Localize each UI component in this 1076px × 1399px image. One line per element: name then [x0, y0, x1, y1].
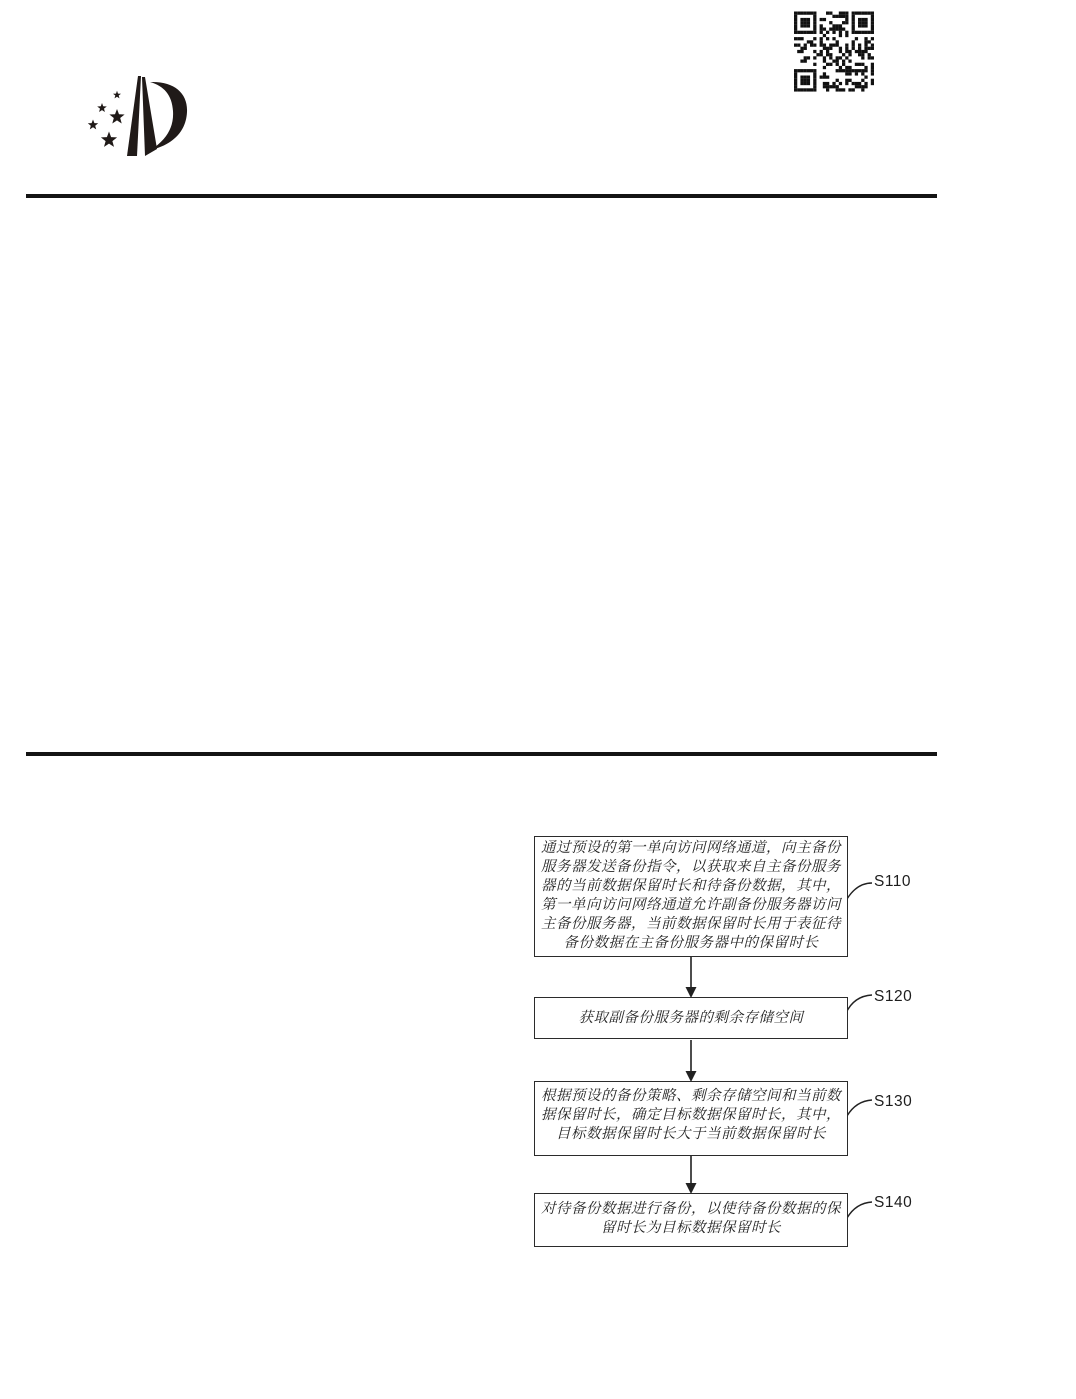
step-text-line: 对待备份数据进行备份，以使待备份数据的保	[541, 1201, 841, 1217]
step-text-line: 服务器发送备份指令，以获取来自主备份服务	[541, 859, 841, 875]
step-text-line: 备份数据在主备份服务器中的保留时长	[563, 935, 819, 951]
step-text-line: 留时长为目标数据保留时长	[601, 1220, 781, 1236]
step-label-s110: S110	[874, 873, 912, 890]
flow-step-s130	[534, 1081, 848, 1156]
flow-step-s110	[534, 836, 848, 957]
flow-step-s120	[534, 997, 848, 1039]
step-label-s120: S120	[874, 988, 913, 1005]
leader-s140	[847, 1202, 872, 1218]
step-label-s140: S140	[874, 1194, 913, 1211]
step-text-line: 根据预设的备份策略、剩余存储空间和当前数	[541, 1088, 841, 1104]
step-text-line: 第一单向访问网络通道允许副备份服务器访问	[541, 897, 841, 913]
leader-s120	[846, 995, 872, 1013]
cnipa-logo	[76, 66, 194, 164]
step-text-line: 目标数据保留时长大于当前数据保留时长	[556, 1126, 826, 1142]
divider-bottom	[26, 752, 937, 756]
step-text-line: 器的当前数据保留时长和待备份数据，其中，	[541, 878, 841, 894]
flow-step-s140	[534, 1193, 848, 1247]
step-text-line: 获取副备份服务器的剩余存储空间	[578, 1009, 804, 1026]
leader-s110	[847, 883, 872, 899]
divider-top	[26, 194, 937, 198]
step-text-line: 通过预设的第一单向访问网络通道，向主备份	[541, 840, 841, 856]
step-text-line: 据保留时长，确定目标数据保留时长，其中，	[541, 1107, 841, 1123]
cnipa-logo-graphic	[76, 66, 194, 162]
step-text-line: 主备份服务器，当前数据保留时长用于表征待	[541, 916, 841, 932]
step-label-s130: S130	[874, 1093, 913, 1110]
leader-s130	[847, 1100, 872, 1116]
qr-code	[794, 11, 874, 92]
qr-code-graphic	[794, 11, 874, 92]
